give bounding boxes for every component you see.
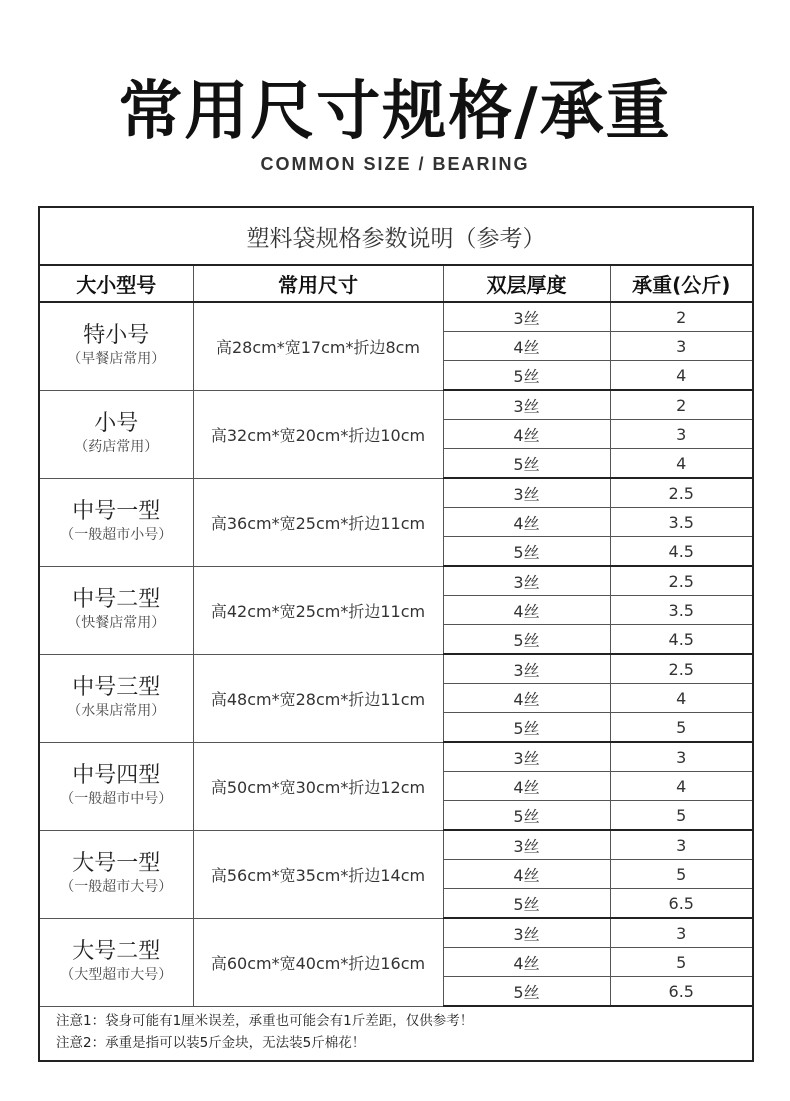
notes xyxy=(40,998,752,1060)
weight-cell: 2.5 xyxy=(610,478,752,508)
thickness-cell: 4丝 xyxy=(443,596,610,625)
page-subtitle: COMMON SIZE / BEARING xyxy=(260,154,530,174)
model-usage: （一般超市小号） xyxy=(60,527,173,543)
thickness-cell: 3丝 xyxy=(443,566,610,596)
header-thickness: 双层厚度 xyxy=(443,266,610,302)
model-name: 大号一型 xyxy=(72,851,161,876)
thickness-cell: 5丝 xyxy=(443,713,610,743)
model-cell xyxy=(40,390,193,478)
weight-cell: 2 xyxy=(610,302,752,332)
thickness-cell: 3丝 xyxy=(443,742,610,772)
size-cell: 高50cm*宽30cm*折边12cm xyxy=(193,742,443,830)
page-title: 常用尺寸规格/承重 xyxy=(118,75,672,149)
thickness-cell: 4丝 xyxy=(443,772,610,801)
weight-cell: 3 xyxy=(610,918,752,948)
thickness-cell: 4丝 xyxy=(443,332,610,361)
model-usage: （早餐店常用） xyxy=(67,351,166,368)
weight-cell: 5 xyxy=(610,713,752,743)
model-cell xyxy=(40,918,193,1006)
thickness-cell: 5丝 xyxy=(443,801,610,831)
weight-cell: 4.5 xyxy=(610,537,752,567)
table-row xyxy=(40,478,752,508)
model-name: 特小号 xyxy=(83,323,150,349)
weight-cell: 4 xyxy=(610,449,752,479)
model-cell xyxy=(40,566,193,654)
table-header-row xyxy=(40,266,752,302)
model-usage: （水果店常用） xyxy=(67,703,166,719)
weight-cell: 3 xyxy=(610,332,752,361)
size-cell: 高60cm*宽40cm*折边16cm xyxy=(193,918,443,1006)
model-name: 中号三型 xyxy=(72,675,161,700)
size-cell: 高36cm*宽25cm*折边11cm xyxy=(193,478,443,566)
model-usage: （药店常用） xyxy=(74,439,159,455)
header-model: 大小型号 xyxy=(40,266,193,302)
weight-cell: 2.5 xyxy=(610,654,752,684)
model-cell xyxy=(40,302,193,390)
thickness-cell: 4丝 xyxy=(443,684,610,713)
model-usage: （大型超市大号） xyxy=(60,967,173,983)
weight-cell: 6.5 xyxy=(610,977,752,1007)
thickness-cell: 3丝 xyxy=(443,478,610,508)
thickness-cell: 4丝 xyxy=(443,860,610,889)
size-cell: 高48cm*宽28cm*折边11cm xyxy=(193,654,443,742)
thickness-cell: 5丝 xyxy=(443,537,610,567)
thickness-cell: 4丝 xyxy=(443,508,610,537)
thickness-cell: 3丝 xyxy=(443,302,610,332)
table-row xyxy=(40,390,752,420)
table-row xyxy=(40,830,752,860)
model-usage: （一般超市大号） xyxy=(60,879,173,895)
weight-cell: 5 xyxy=(610,948,752,977)
model-name: 中号二型 xyxy=(72,587,161,612)
thickness-cell: 5丝 xyxy=(443,977,610,1007)
size-cell: 高42cm*宽25cm*折边11cm xyxy=(193,566,443,654)
note-1: 注意1：袋身可能有1厘米误差，承重也可能会有1斤差距，仅供参考！ xyxy=(56,1013,474,1029)
table-caption: 塑料袋规格参数说明（参考） xyxy=(40,208,752,266)
weight-cell: 3.5 xyxy=(610,596,752,625)
thickness-cell: 4丝 xyxy=(443,948,610,977)
thickness-cell: 5丝 xyxy=(443,625,610,655)
weight-cell: 4 xyxy=(610,684,752,713)
thickness-cell: 5丝 xyxy=(443,361,610,391)
model-cell xyxy=(40,478,193,566)
table-row xyxy=(40,742,752,772)
model-name: 大号二型 xyxy=(72,939,161,964)
model-name: 中号一型 xyxy=(72,499,161,524)
model-name: 小号 xyxy=(94,411,139,436)
note-2: 注意2：承重是指可以装5斤金块，无法装5斤棉花！ xyxy=(56,1035,366,1051)
thickness-cell: 3丝 xyxy=(443,390,610,420)
model-name: 中号四型 xyxy=(72,763,161,788)
spec-table xyxy=(40,266,752,1007)
weight-cell: 4 xyxy=(610,772,752,801)
thickness-cell: 3丝 xyxy=(443,654,610,684)
table-row xyxy=(40,566,752,596)
model-usage: （快餐店常用） xyxy=(67,615,166,631)
spec-table-body xyxy=(40,302,752,1006)
size-cell: 高32cm*宽20cm*折边10cm xyxy=(193,390,443,478)
table-row xyxy=(40,302,752,332)
weight-cell: 2.5 xyxy=(610,566,752,596)
weight-cell: 3.5 xyxy=(610,508,752,537)
model-cell xyxy=(40,742,193,830)
weight-cell: 4.5 xyxy=(610,625,752,655)
thickness-cell: 3丝 xyxy=(443,918,610,948)
model-usage: （一般超市中号） xyxy=(60,791,173,807)
header-weight: 承重(公斤) xyxy=(610,266,752,302)
model-cell xyxy=(40,830,193,918)
thickness-cell: 3丝 xyxy=(443,830,610,860)
spec-sheet xyxy=(38,206,754,1062)
weight-cell: 4 xyxy=(610,361,752,391)
weight-cell: 3 xyxy=(610,742,752,772)
table-row xyxy=(40,918,752,948)
weight-cell: 3 xyxy=(610,830,752,860)
weight-cell: 5 xyxy=(610,860,752,889)
size-cell: 高28cm*宽17cm*折边8cm xyxy=(193,302,443,390)
model-cell xyxy=(40,654,193,742)
thickness-cell: 5丝 xyxy=(443,889,610,919)
thickness-cell: 4丝 xyxy=(443,420,610,449)
table-row xyxy=(40,654,752,684)
thickness-cell: 5丝 xyxy=(443,449,610,479)
size-cell: 高56cm*宽35cm*折边14cm xyxy=(193,830,443,918)
weight-cell: 5 xyxy=(610,801,752,831)
weight-cell: 2 xyxy=(610,390,752,420)
header-size: 常用尺寸 xyxy=(193,266,443,302)
weight-cell: 3 xyxy=(610,420,752,449)
weight-cell: 6.5 xyxy=(610,889,752,919)
